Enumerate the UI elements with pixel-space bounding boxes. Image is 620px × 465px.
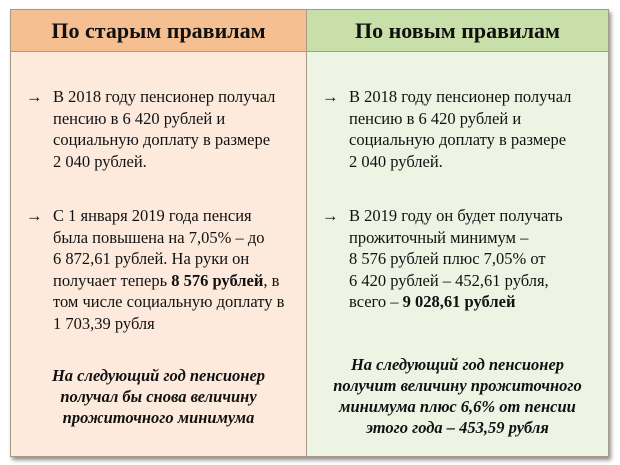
old-item-2018-text <box>53 86 298 172</box>
note-line: получит величину прожиточного <box>333 376 582 395</box>
note-line: получал бы снова величину <box>60 387 257 406</box>
old-item-2019-text <box>53 205 298 334</box>
text-line: С 1 января 2019 года пенсия <box>53 206 252 225</box>
text-line: пенсию в 6 420 рублей и <box>53 108 226 128</box>
note-line: На следующий год пенсионер <box>51 366 266 385</box>
new-item-2018-text <box>349 86 600 172</box>
header-old-rules: По старым правилам <box>11 10 307 52</box>
text-line: 6 420 рублей – 452,61 рубля, <box>349 270 549 290</box>
text-line: социальную доплату в размере <box>349 130 567 149</box>
note-line: минимума плюс 6,6% от пенсии <box>339 397 576 416</box>
text-line: 2 040 рублей. <box>349 151 443 171</box>
text-line: пенсию в 6 420 рублей и <box>349 108 522 128</box>
old-rules-note <box>17 365 300 428</box>
arrow-right-icon: → <box>26 206 43 225</box>
arrow-right-icon: → <box>26 87 43 106</box>
text-line: получает теперь 8 576 рублей, в <box>53 270 280 290</box>
note-line: На следующий год пенсионер <box>350 355 565 374</box>
text-line: В 2019 году он будет получать <box>349 206 563 225</box>
new-item-2019-text <box>349 205 600 313</box>
header-new-rules: По новым правилам <box>307 10 608 52</box>
bold-amount: 9 028,61 рублей <box>402 292 516 311</box>
new-rules-note <box>313 354 602 438</box>
bold-amount: 8 576 рублей <box>171 270 264 290</box>
comparison-table <box>10 9 609 457</box>
text-line: была повышена на 7,05% – до <box>53 227 265 247</box>
text-line: всего – 9 028,61 рублей <box>349 292 516 311</box>
note-line: этого года – 453,59 рубля <box>366 418 549 437</box>
text-line: 6 872,61 рублей. На руки он <box>53 249 250 268</box>
note-line: прожиточного минимума <box>62 408 255 427</box>
text-line: В 2018 году пенсионер получал <box>53 87 276 106</box>
arrow-right-icon: → <box>322 87 339 106</box>
column-old-rules <box>11 52 307 456</box>
text-line: В 2018 году пенсионер получал <box>349 87 572 106</box>
text-line: 8 576 рублей плюс 7,05% от <box>349 249 546 268</box>
arrow-right-icon: → <box>322 206 339 225</box>
text-line: том числе социальную доплату в <box>53 292 285 311</box>
text-line: социальную доплату в размере <box>53 130 271 149</box>
column-new-rules <box>307 52 608 456</box>
text-line: 1 703,39 рубля <box>53 313 155 333</box>
text-line: прожиточный минимум – <box>349 227 529 247</box>
text-line: 2 040 рублей. <box>53 151 147 171</box>
